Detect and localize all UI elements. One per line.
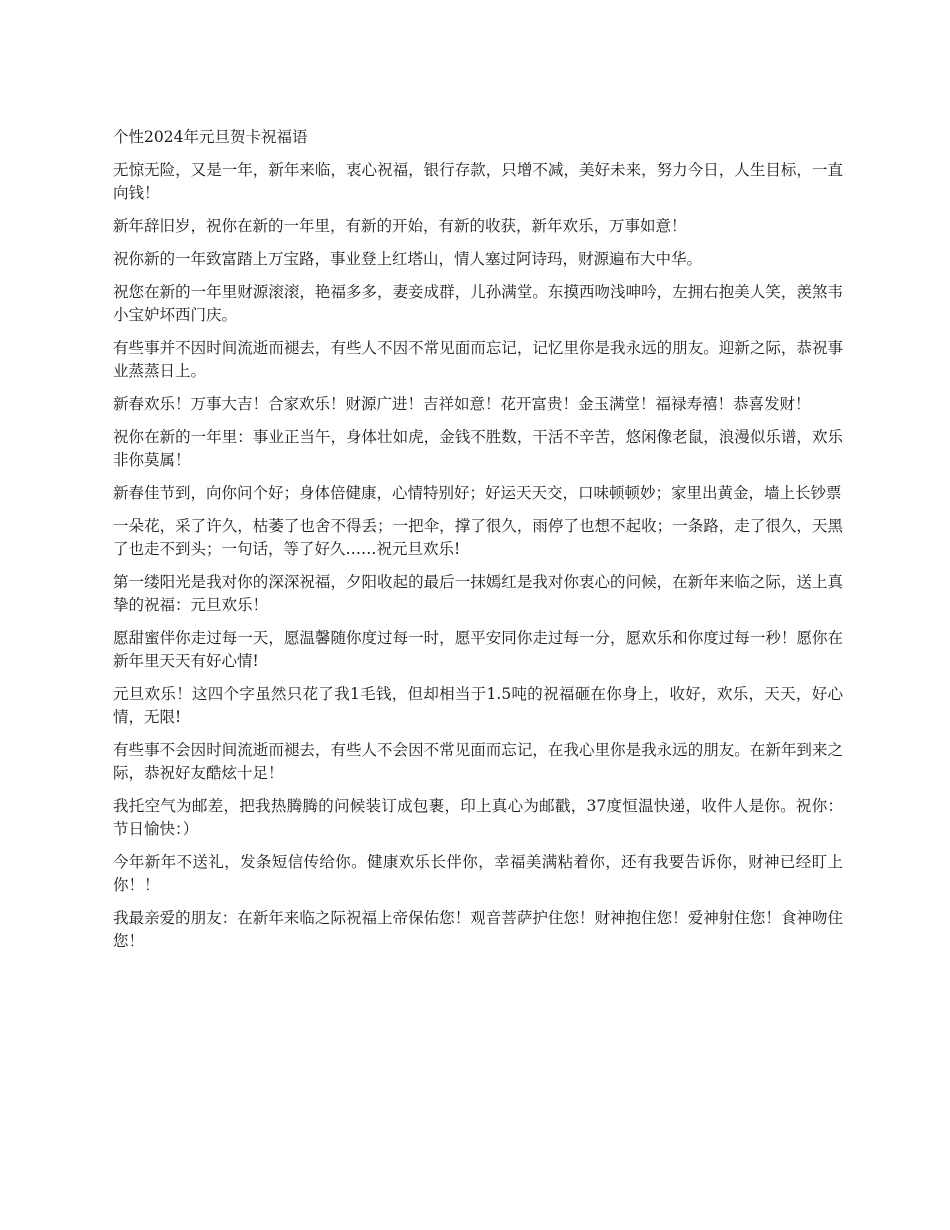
paragraph-11: 愿甜蜜伴你走过每一天，愿温馨随你度过每一时，愿平安同你走过每一分，愿欢乐和你度过每一秒！愿你在新年里天天有好心情! [113, 629, 843, 670]
paragraph-8: 新春佳节到，向你问个好；身体倍健康，心情特别好；好运天天交，口味顿顿妙；家里出黄金，墙上长钞票 [113, 484, 842, 502]
paragraph-14: 我托空气为邮差，把我热腾腾的问候装订成包裹，印上真心为邮戳，37度恒温快递，收件人是你。祝你：节日愉快：） [113, 797, 843, 838]
paragraph-2: 新年辞旧岁，祝你在新的一年里，有新的开始，有新的收获，新年欢乐，万事如意！ [113, 217, 687, 235]
paragraph-12: 元旦欢乐！这四个字虽然只花了我1毛钱，但却相当于1.5吨的祝福砸在你身上，收好，欢乐，天天，好心情，无限! [113, 685, 843, 726]
document-title: 个性2024年元旦贺卡祝福语 [113, 128, 308, 146]
paragraph-3: 祝你新的一年致富踏上万宝路，事业登上红塔山，情人塞过阿诗玛，财源遍布大中华。 [113, 250, 703, 268]
document-body [113, 126, 843, 963]
paragraph-1: 无惊无险，又是一年，新年来临，衷心祝福，银行存款，只增不减，美好未来，努力今日，人生目标，一直向钱！ [113, 161, 843, 202]
paragraph-13: 有些事不会因时间流逝而褪去，有些人不会因不常见面而忘记，在我心里你是我永远的朋友。在新年到来之际，恭祝好友酷炫十足！ [113, 741, 843, 782]
paragraph-16: 我最亲爱的朋友：在新年来临之际祝福上帝保佑您！观音菩萨护住您！财神抱住您！爱神射住您！食神吻住您！ [113, 909, 843, 950]
paragraph-15: 今年新年不送礼，发条短信传给你。健康欢乐长伴你，幸福美满粘着你，还有我要告诉你，财神已经盯上你！！ [113, 853, 843, 894]
paragraph-5: 有些事并不因时间流逝而褪去，有些人不因不常见面而忘记，记忆里你是我永远的朋友。迎新之际，恭祝事业蒸蒸日上。 [113, 339, 843, 380]
paragraph-10: 第一缕阳光是我对你的深深祝福，夕阳收起的最后一抹嫣红是我对你衷心的问候，在新年来临之际，送上真挚的祝福：元旦欢乐！ [113, 573, 843, 614]
paragraph-7: 祝你在新的一年里：事业正当午，身体壮如虎，金钱不胜数，干活不辛苦，悠闲像老鼠，浪漫似乐谱，欢乐非你莫属！ [113, 428, 843, 469]
paragraph-4: 祝您在新的一年里财源滚滚，艳福多多，妻妾成群，儿孙满堂。东摸西吻浅呻吟，左拥右抱美人笑，羡煞韦小宝妒坏西门庆。 [113, 283, 843, 324]
paragraph-6: 新春欢乐！万事大吉！合家欢乐！财源广进！吉祥如意！花开富贵！金玉满堂！福禄寿禧！恭喜发财！ [113, 395, 811, 413]
paragraph-9: 一朵花，采了许久，枯萎了也舍不得丢；一把伞，撑了很久，雨停了也想不起收；一条路，走了很久，天黑了也走不到头；一句话，等了好久……祝元旦欢乐! [113, 517, 843, 558]
